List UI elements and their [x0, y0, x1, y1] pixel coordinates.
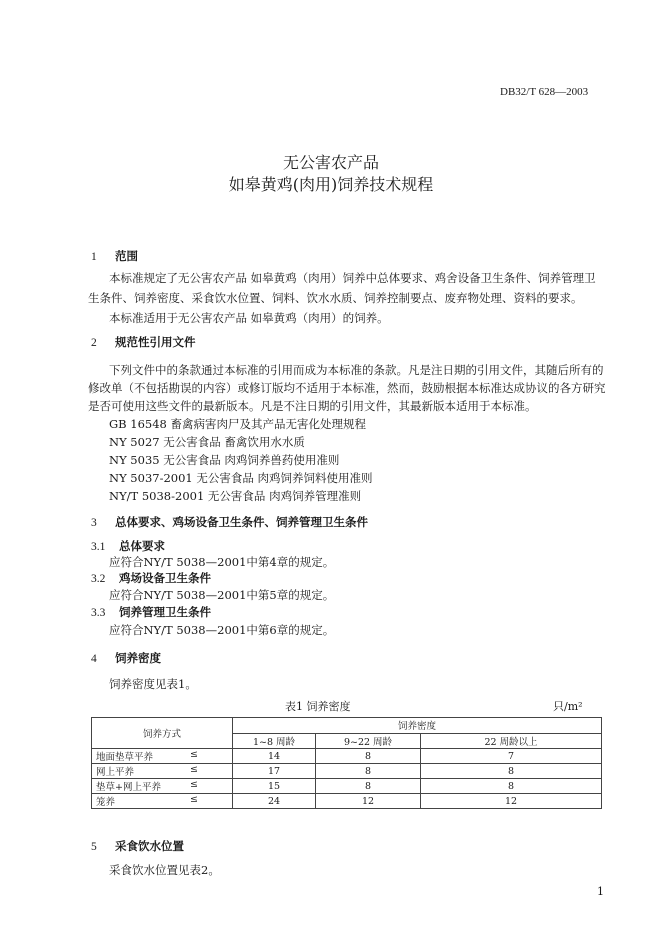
- page-number: 1: [597, 885, 604, 898]
- table-header-col: 22 周龄以上: [421, 733, 602, 749]
- section-2-paragraph-line: 下列文件中的条款通过本标准的引用而成为本标准的条款。凡是注日期的引用文件，其随后所有的: [109, 363, 604, 377]
- density-table: [91, 717, 602, 809]
- table-cell: 8: [316, 764, 421, 779]
- section-3-heading: 3 总体要求、鸡场设备卫生条件、饲养管理卫生条件: [91, 515, 368, 529]
- row-mode-cell: 地面垫草平养 ≤: [92, 749, 233, 764]
- reference-item: NY 5027 无公害食品 畜禽饮用水水质: [109, 435, 305, 449]
- table-cell: 12: [316, 794, 421, 809]
- reference-item: NY 5037-2001 无公害食品 肉鸡饲养饲料使用准则: [109, 471, 373, 485]
- row-mode-cell: 垫草+网上平养 ≤: [92, 779, 233, 794]
- section-1-paragraph-line: 本标准规定了无公害农产品 如皋黄鸡（肉用）饲养中总体要求、鸡舍设备卫生条件、饲养管理卫: [109, 271, 596, 285]
- section-2-paragraph-line: 修改单（不包括勘误的内容）或修订版均不适用于本标准，然而，鼓励根据本标准达成协议的各方研究: [88, 381, 606, 395]
- document-title-line1: 无公害农产品: [282, 153, 379, 172]
- reference-item: GB 16548 畜禽病害肉尸及其产品无害化处理规程: [109, 417, 367, 431]
- reference-item: NY 5035 无公害食品 肉鸡饲养兽药使用准则: [109, 453, 340, 467]
- table-cell: 24: [233, 794, 316, 809]
- table-cell: 8: [316, 779, 421, 794]
- row-mode-cell: 笼养 ≤: [92, 794, 233, 809]
- reference-item: NY/T 5038-2001 无公害食品 肉鸡饲养管理准则: [109, 489, 362, 503]
- table-row: [92, 779, 602, 794]
- table-1-caption: 表1 饲养密度: [285, 700, 351, 713]
- table-cell: 8: [421, 779, 602, 794]
- section-5-heading: 5 采食饮水位置: [91, 839, 184, 853]
- table-cell: 12: [421, 794, 602, 809]
- subsection-3-3-heading: 3.3 饲养管理卫生条件: [91, 605, 211, 619]
- section-1-heading: 1 范围: [91, 249, 138, 263]
- table-cell: 8: [421, 764, 602, 779]
- section-4-heading: 4 饲养密度: [91, 651, 161, 665]
- table-row: [92, 749, 602, 764]
- section-1-scope-statement: 本标准适用于无公害农产品 如皋黄鸡（肉用）的饲养。: [109, 311, 389, 325]
- section-5-text: 采食饮水位置见表2。: [109, 863, 220, 877]
- document-title-line2: 如皋黄鸡(肉用)饲养技术规程: [228, 175, 434, 194]
- subsection-3-1-text: 应符合NY/T 5038—2001中第4章的规定。: [109, 555, 335, 569]
- table-header-col: 1~8 周龄: [233, 733, 316, 749]
- table-row: [92, 794, 602, 809]
- table-row: [92, 764, 602, 779]
- row-mode-cell: 网上平养 ≤: [92, 764, 233, 779]
- subsection-3-2-heading: 3.2 鸡场设备卫生条件: [91, 571, 211, 585]
- section-2-paragraph-line: 是否可使用这些文件的最新版本。凡是不注日期的引用文件，其最新版本适用于本标准。: [88, 399, 537, 413]
- table-cell: 15: [233, 779, 316, 794]
- table-header-mode: 饲养方式: [92, 718, 233, 749]
- table-header-col: 9~22 周龄: [316, 733, 421, 749]
- section-4-text: 饲养密度见表1。: [109, 677, 197, 691]
- table-1-unit: 只/m²: [553, 700, 583, 713]
- section-2-heading: 2 规范性引用文件: [91, 335, 196, 349]
- subsection-3-1-heading: 3.1 总体要求: [91, 539, 165, 553]
- subsection-3-3-text: 应符合NY/T 5038—2001中第6章的规定。: [109, 623, 335, 637]
- subsection-3-2-text: 应符合NY/T 5038—2001中第5章的规定。: [109, 588, 335, 602]
- table-cell: 17: [233, 764, 316, 779]
- table-cell: 14: [233, 749, 316, 764]
- table-cell: 8: [316, 749, 421, 764]
- table-cell: 7: [421, 749, 602, 764]
- standard-number: DB32/T 628—2003: [500, 86, 589, 98]
- section-1-paragraph-line: 生条件、饲养密度、采食饮水位置、饲料、饮水水质、饲养控制要点、废弃物处理、资料的要求。: [88, 291, 583, 305]
- table-header-density-group: 饲养密度: [233, 718, 602, 734]
